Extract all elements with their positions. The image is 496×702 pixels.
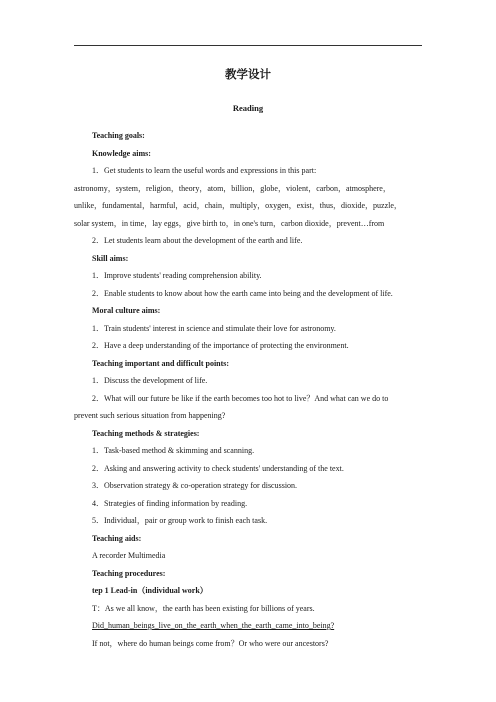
vocab-line-1: astronomy，system，religion，theory，atom，billion，globe，violent，carbon，atmosphere， — [74, 183, 391, 193]
method-item-4: 4．Strategies of finding information by reading. — [92, 498, 248, 508]
aids-text: A recorder Multimedia — [92, 551, 166, 560]
heading-skill-aims: Skill aims: — [92, 253, 129, 263]
moral-item-2: 2．Have a deep understanding of the importance of protecting the environment. — [92, 341, 349, 350]
heading-moral-aims: Moral culture aims: — [92, 306, 161, 315]
step-1-heading: tep 1 Lead-in（individual work） — [92, 586, 208, 595]
point-item-2-cont: prevent such serious situation from happening? — [74, 411, 226, 420]
page-subtitle: Reading — [232, 103, 264, 113]
method-item-3: 3．Observation strategy & co-operation strategy for discussion. — [92, 481, 298, 490]
method-item-5: 5．Individual，pair or group work to finish each task. — [92, 516, 268, 525]
heading-important-points: Teaching important and difficult points: — [92, 358, 230, 368]
heading-aids: Teaching aids: — [92, 533, 142, 543]
heading-methods: Teaching methods & strategies: — [92, 428, 200, 438]
teacher-line-1: T：As we all know，the earth has been existing for billions of years. — [92, 603, 315, 613]
knowledge-item-1: 1．Get students to learn the useful words and expressions in this part: — [92, 166, 317, 175]
teacher-line-3: If not，where do human beings come from？Or who were our ancestors? — [92, 638, 329, 648]
skill-item-2: 2．Enable students to know about how the earth came into being and the development of life. — [92, 288, 393, 298]
method-item-1: 1．Task-based method & skimming and scanning. — [92, 446, 255, 455]
vocab-line-3: solar system，in time，lay eggs，give birth to，in one's turn，carbon dioxide，prevent…from — [74, 218, 385, 228]
page-title: 教学设计 — [225, 67, 271, 81]
moral-item-1: 1．Train students' interest in science and stimulate their love for astronomy. — [92, 323, 336, 333]
header-rule — [74, 45, 422, 46]
point-item-2: 2．What will our future be like if the earth becomes too hot to live？And what can we do to — [92, 393, 389, 403]
vocab-line-2: unlike，fundamental，harmful，acid，chain，multiply，oxygen，exist，thus，dioxide，puzzle， — [74, 201, 402, 210]
point-item-1: 1．Discuss the development of life. — [92, 376, 208, 385]
method-item-2: 2．Asking and answering activity to check students' understanding of the text. — [92, 463, 344, 473]
skill-item-1: 1．Improve students' reading comprehension ability. — [92, 271, 262, 280]
heading-knowledge-aims: Knowledge aims: — [92, 148, 151, 158]
heading-procedures: Teaching procedures: — [92, 568, 166, 578]
heading-teaching-goals: Teaching goals: — [92, 131, 145, 140]
teacher-line-2: Did_human_beings_live_on_the_earth_when_the_earth_came_into_being? — [92, 621, 335, 630]
document-body — [74, 127, 422, 652]
knowledge-item-2: 2．Let students learn about the development of the earth and life. — [92, 236, 303, 245]
